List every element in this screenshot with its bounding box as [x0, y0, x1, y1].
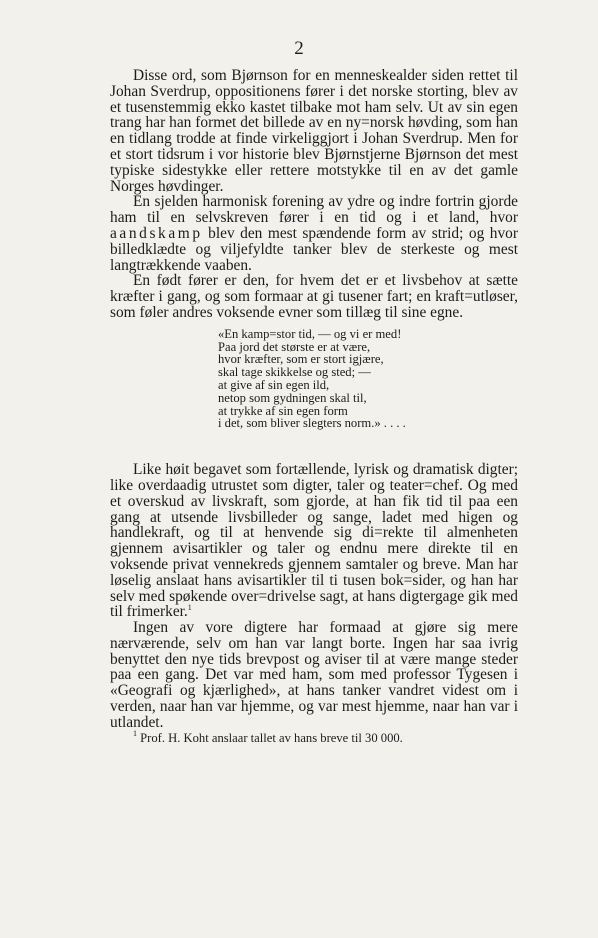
poem-line: at trykke af sin egen form: [218, 403, 348, 418]
paragraph-4-text: Like høit begavet som fortællende, lyrisk og dramatisk digter; like overdaadig utrustet som digter, taler og teater=chef. Og med et overskud av livskraft, som gjorde, at han fik tid til paa een gang at utsende livsbilleder og sange, ladet med higen og handlekraft, og til at henvende sig di=rekte til almenheten gjennem avisartikler og taler og endnu mere direkte til en voksende privat vennekreds gjennem samtaler og breve. Man har løselig anslaat hans avisartikler til ti tusen bok=sider, og han har selv med spøkende over=drivelse sagt, at hans digtergage gik med til frimerker.: [110, 461, 518, 621]
poem-line: hvor kræfter, som er stort igjære,: [218, 352, 384, 367]
paragraph-3: En født fører er den, for hvem det er et livsbehov at sætte kræfter i gang, og som formaar at gi tusener fart; en kraft=utløser, som føler andres voksende evner som tillæg til sine egne.: [110, 272, 518, 321]
footnote-text: Prof. H. Koht anslaar tallet av hans breve til 30 000.: [140, 730, 403, 745]
paragraph-4: [110, 462, 518, 620]
body-text: [110, 68, 518, 745]
paragraph-2: [110, 194, 518, 273]
paragraph-1: Disse ord, som Bjørnson for en menneskealder siden rettet til Johan Sverdrup, oppositionens fører i det norske storting, blev av et tusenstemmig ekko kastet tilbake mot ham selv. Ut av sin egen trang har han formet det billede av en ny=norsk høvding, som han en tidlang trodde at finde virkeliggjort i Johan Sverdrup. Men for et stort tidsrum i vor historie blev Bjørnstjerne Bjørnson det mest typiske sidestykke eller rettere motstykke til en av det gamle Norges høvdinger.: [110, 67, 518, 195]
footnote: [110, 728, 518, 745]
poem-line: «En kamp=stor tid, — og vi er med!: [218, 326, 402, 341]
poem-line: Paa jord det største er at være,: [218, 339, 371, 354]
page-number: 2: [294, 38, 304, 59]
footnote-mark: 1: [133, 728, 137, 738]
spaced-word: aandskamp: [110, 224, 203, 242]
poem-line: netop som gydningen skal til,: [218, 390, 367, 405]
paragraph-2-end: blev den mest spændende form av strid; og hvor billedklædte og viljefyldte tanker blev de sterkeste og mest langtrækkende vaaben.: [110, 224, 518, 274]
paragraph-5: Ingen av vore digtere har formaad at gjøre sig mere nærværende, selv om han var langt borte. Ingen har saa ivrig benyttet den nye tids brevpost og aviser til at være mange steder paa een gang. Det var med ham, som med professor Tygesen i «Geografi og kjærlighed», at hans tanker vandret videst om i verden, naar han var hjemme, og var mest hjemme, naar han var i utlandet.: [110, 619, 518, 731]
poem-line: i det, som bliver slegters norm.» . . . .: [218, 416, 406, 431]
poem-line: at give af sin egen ild,: [218, 377, 330, 392]
footnote-reference[interactable]: 1: [187, 603, 192, 613]
paragraph-2-start: En sjelden harmonisk forening av ydre og indre fortrin gjorde ham til en selvskreven fører i en tid og i et land, hvor: [110, 193, 518, 227]
poem-quote: [218, 328, 518, 430]
poem-line: skal tage skikkelse og sted; —: [218, 365, 371, 380]
